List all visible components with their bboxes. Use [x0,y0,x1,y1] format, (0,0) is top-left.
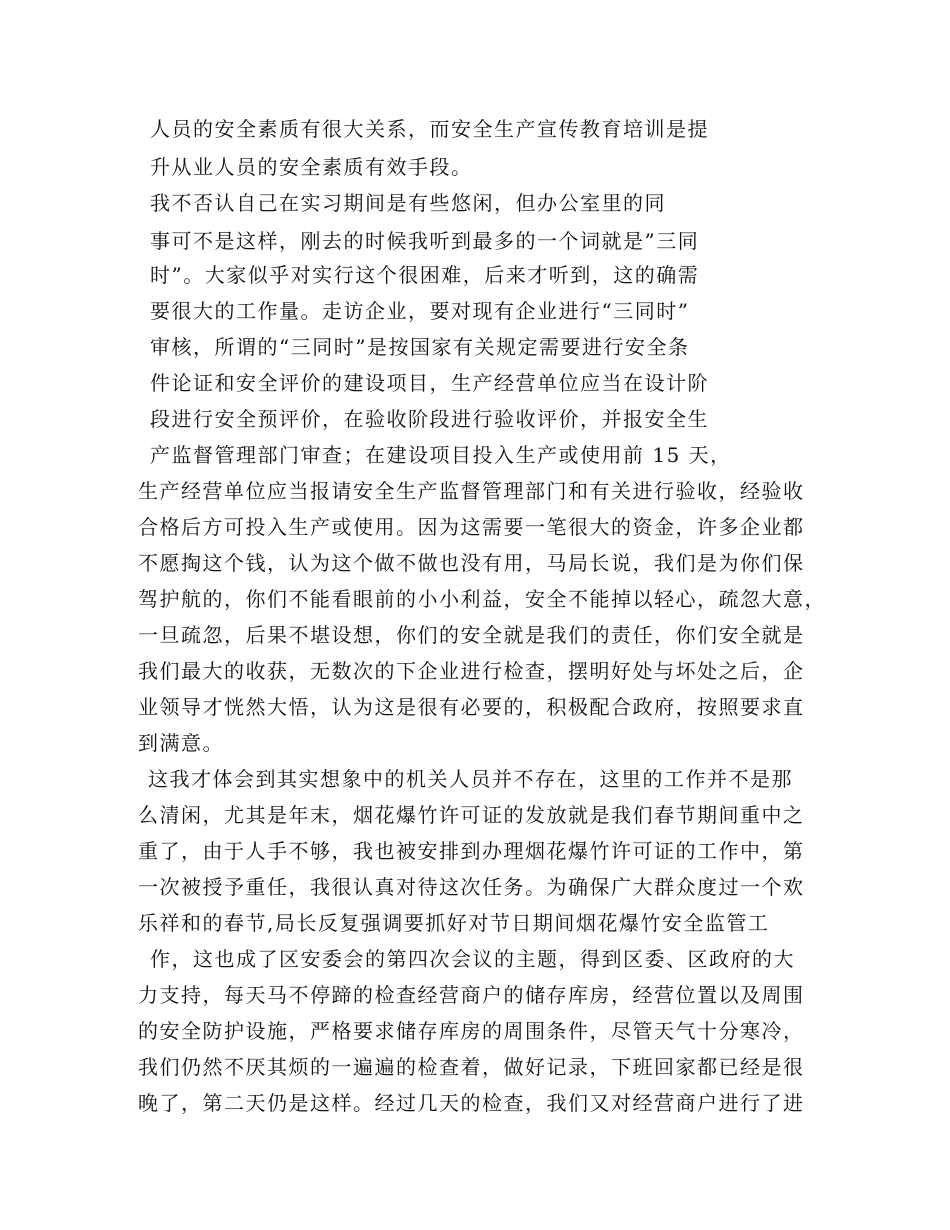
text-line: 一次被授予重任，我很认真对待这次任务。为确保广大群众度过一个欢 [138,875,805,899]
text-line: 我不否认自己在实习期间是有些悠闲，但办公室里的同 [150,191,666,215]
text-line: 人员的安全素质有很大关系，而安全生产宣传教育培训是提 [150,117,709,141]
text-line: 驾护航的，你们不能看眼前的小小利益，安全不能掉以轻心，疏忽大意， [138,587,826,611]
text-line: 这我才体会到其实想象中的机关人员并不存在，这里的工作并不是那 [148,767,793,791]
text-line: 的安全防护设施，严格要求储存库房的周围条件，尽管天气十分寒冷， [138,1019,805,1043]
text-line: 段进行安全预评价，在验收阶段进行验收评价，并报安全生 [150,407,709,431]
text-line: 不愿掏这个钱，认为这个做不做也没有用，马局长说，我们是为你们保 [138,551,805,575]
text-line: 时”。大家似乎对实行这个很困难，后来才听到，这的确需 [150,263,700,287]
text-line: 审核，所谓的“三同时”是按国家有关规定需要进行安全条 [150,335,690,359]
text-line: 事可不是这样，刚去的时候我听到最多的一个词就是”三同 [150,229,700,253]
text-line: 生产经营单位应当报请安全生产监督管理部门和有关进行验收，经验收 [138,479,805,503]
text-line: 业领导才恍然大悟，认为这是很有必要的，积极配合政府，按照要求直 [138,695,805,719]
text-line: 件论证和安全评价的建设项目，生产经营单位应当在设计阶 [150,371,709,395]
text-line: 我们最大的收获，无数次的下企业进行检查，摆明好处与坏处之后，企 [138,659,805,683]
text-line: 合格后方可投入生产或使用。因为这需要一笔很大的资金，许多企业都 [138,515,805,539]
text-line: 到满意。 [138,731,224,755]
text-line: 作，这也成了区安委会的第四次会议的主题，得到区委、区政府的大 [150,947,795,971]
text-line: 么清闲，尤其是年末，烟花爆竹许可证的发放就是我们春节期间重中之 [138,803,805,827]
text-line: 我们仍然不厌其烦的一遍遍的检查着，做好记录，下班回家都已经是很 [138,1055,805,1079]
text-line: 重了，由于人手不够，我也被安排到办理烟花爆竹许可证的工作中，第 [138,839,805,863]
text-line: 产监督管理部门审查；在建设项目投入生产或使用前 15 天， [150,443,732,467]
text-line: 力支持，每天马不停蹄的检查经营商户的储存库房，经营位置以及周围 [138,983,805,1007]
text-line: 晚了，第二天仍是这样。经过几天的检查，我们又对经营商户进行了进 [138,1091,805,1115]
text-line: 一旦疏忽，后果不堪设想，你们的安全就是我们的责任，你们安全就是 [138,623,805,647]
text-line: 乐祥和的春节,局长反复强调要抓好对节日期间烟花爆竹安全监管工 [138,911,770,935]
text-line: 升从业人员的安全素质有效手段。 [150,155,473,179]
text-line: 要很大的工作量。走访企业，要对现有企业进行“三同时” [150,299,690,323]
